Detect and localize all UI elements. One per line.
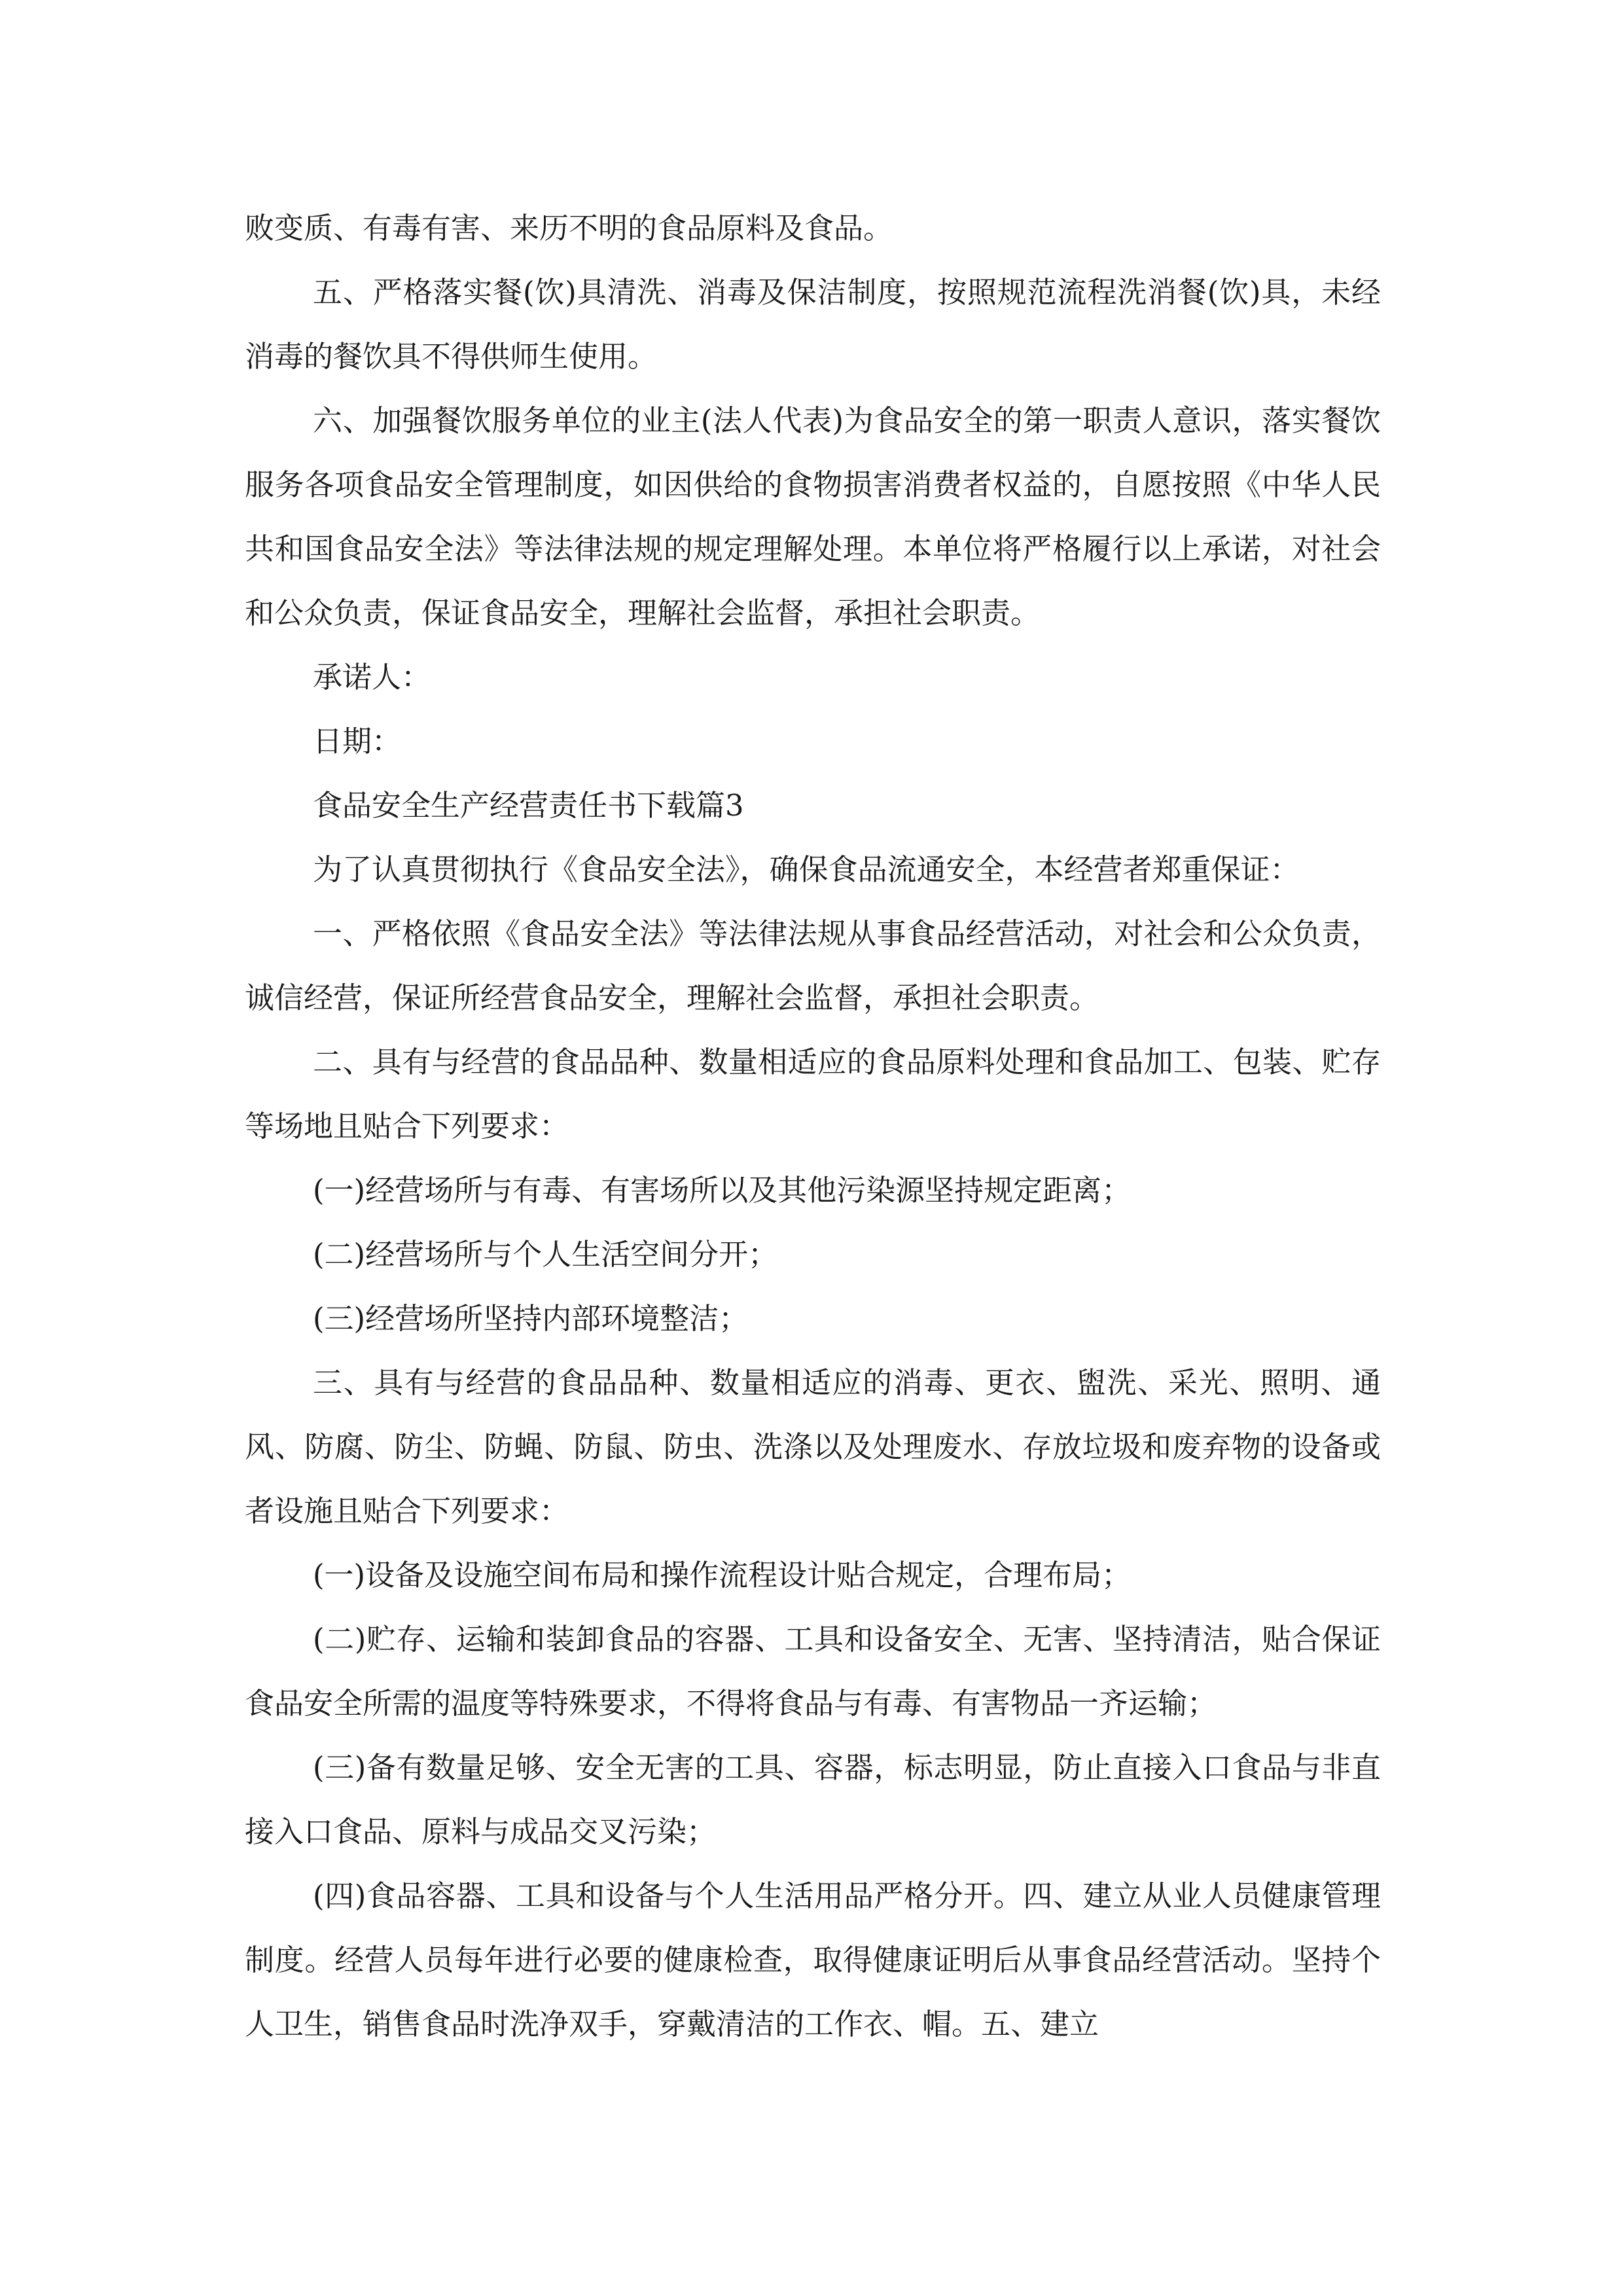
- paragraph-subitem-3-4: (四)食品容器、工具和设备与个人生活用品严格分开。四、建立从业人员健康管理制度。经营人员每年进行必要的健康检查，取得健康证明后从事食品经营活动。坚持个人卫生，销售食品时洗净双手，穿戴清洁的工作衣、帽。五、建立: [245, 1878, 1381, 2041]
- paragraph-subitem-3-3: (三)备有数量足够、安全无害的工具、容器，标志明显，防止直接入口食品与非直接入口食品、原料与成品交叉污染；: [245, 1750, 1381, 1849]
- section-heading: 食品安全生产经营责任书下载篇3: [313, 788, 744, 823]
- signature-label: 承诺人：: [313, 660, 431, 694]
- paragraph-item-2: 二、具有与经营的食品品种、数量相适应的食品原料处理和食品加工、包装、贮存等场地且贴合下列要求：: [245, 1045, 1381, 1143]
- paragraph-subitem-2-3: (三)经营场所坚持内部环境整洁；: [313, 1301, 749, 1336]
- paragraph-subitem-2-1: (一)经营场所与有毒、有害场所以及其他污染源坚持规定距离；: [313, 1173, 1132, 1208]
- date-label: 日期：: [313, 724, 402, 759]
- paragraph-item-5: 五、严格落实餐(饮)具清洗、消毒及保洁制度，按照规范流程洗消餐(饮)具，未经消毒的餐饮具不得供师生使用。: [245, 275, 1381, 374]
- document-body: [245, 196, 1381, 2056]
- paragraph-subitem-3-2: (二)贮存、运输和装卸食品的容器、工具和设备安全、无害、坚持清洁，贴合保证食品安全所需的温度等特殊要求，不得将食品与有毒、有害物品一齐运输；: [245, 1622, 1381, 1721]
- paragraph-item-6: 六、加强餐饮服务单位的业主(法人代表)为食品安全的第一职责人意识，落实餐饮服务各项食品安全管理制度，如因供给的食物损害消费者权益的，自愿按照《中华人民共和国食品安全法》等法律法规的规定理解处理。本单位将严格履行以上承诺，对社会和公众负责，保证食品安全，理解社会监督，承担社会职责。: [245, 403, 1381, 630]
- paragraph-subitem-3-1: (一)设备及设施空间布局和操作流程设计贴合规定，合理布局；: [313, 1558, 1132, 1592]
- paragraph-continuation: 败变质、有毒有害、来历不明的食品原料及食品。: [245, 211, 893, 245]
- paragraph-subitem-2-2: (二)经营场所与个人生活空间分开；: [313, 1237, 778, 1272]
- paragraph-intro: 为了认真贯彻执行《食品安全法》，确保食品流通安全，本经营者郑重保证：: [313, 852, 1300, 887]
- paragraph-item-3: 三、具有与经营的食品品种、数量相适应的消毒、更衣、盥洗、采光、照明、通风、防腐、防尘、防蝇、防鼠、防虫、洗涤以及处理废水、存放垃圾和废弃物的设备或者设施且贴合下列要求：: [245, 1365, 1381, 1528]
- paragraph-item-1: 一、严格依照《食品安全法》等法律法规从事食品经营活动，对社会和公众负责，诚信经营，保证所经营食品安全，理解社会监督，承担社会职责。: [245, 916, 1381, 1015]
